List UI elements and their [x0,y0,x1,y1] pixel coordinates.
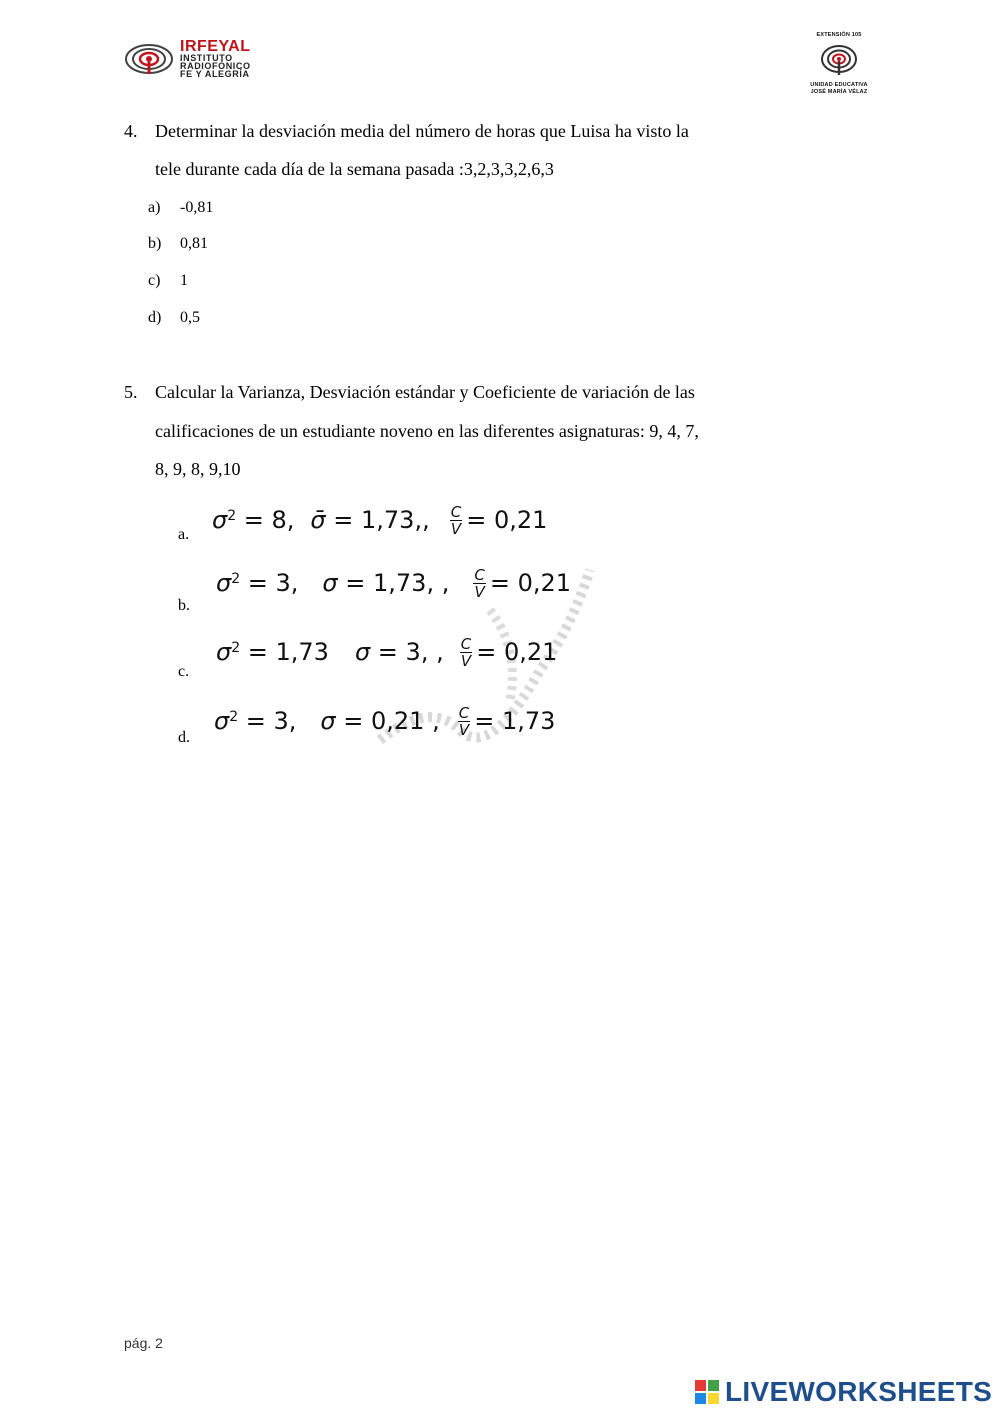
std-value: 3, , [405,638,444,666]
question-text: calificaciones de un estudiante noveno en las diferentes asignaturas: 9, 4, 7, [155,421,699,441]
question-number: 5. [124,382,138,402]
option-letter: c) [148,272,161,289]
option-letter: a) [148,199,161,216]
liveworksheets-icon [695,1380,719,1404]
option-letter: a. [178,526,190,543]
formula-option-c[interactable]: σ $^2$ = 1,73 σ = 3, , $\frac{C}{V}$ = 0,21 [216,634,558,670]
option-value[interactable]: 1 [180,272,188,289]
variance-symbol: σ [216,638,232,666]
cv-fraction: $\frac{C}{V}$ [474,565,485,601]
option-letter: d. [178,729,190,746]
logo-brand: IRFEYAL [180,38,251,55]
question-number: 4. [124,121,138,141]
radio-waves-icon [124,42,174,76]
option-letter: b) [148,235,162,252]
question-text: tele durante cada día de la semana pasada :3,2,3,3,2,6,3 [155,159,554,179]
logo-line: RADIOFÓNICO [180,61,251,71]
variance-value: 1,73 [275,638,329,666]
cv-value: 1,73 [501,707,556,735]
formula-option-a[interactable]: σ $^2$ = 8, σ̄ = 1,73,, $\frac{C}{V}$ = 0,21 [212,502,548,538]
option-letter: b. [178,597,190,614]
liveworksheets-brand: LIVEWORKSHEETS [725,1376,993,1407]
option-value[interactable]: -0,81 [180,199,214,216]
formula-option-d[interactable]: σ $^2$ = 3, σ = 0,21 , $\frac{C}{V}$ = 1,73 [214,703,556,739]
question-text: Calcular la Varianza, Desviación estándar y Coeficiente de variación de las [155,382,695,402]
cv-value: 0,21 [517,569,572,597]
school-logo-top-text: EXTENSIÓN 105 [816,32,862,38]
question-text: 8, 9, 8, 9,10 [155,459,241,479]
variance-symbol: σ [216,569,232,597]
std-symbol: σ [320,707,336,735]
school-logo-line: UNIDAD EDUCATIVA [810,82,868,88]
irfeyal-logo [124,40,304,80]
option-value[interactable]: 0,5 [180,309,200,326]
std-value: 1,73, , [373,569,450,597]
page-number: pág. 2 [124,1335,163,1351]
std-symbol: σ [354,638,371,666]
variance-symbol: σ [212,506,228,534]
std-value: 1,73,, [361,506,430,534]
school-logo-line: JOSÉ MARÍA VÉLAZ [810,89,868,95]
radio-waves-icon [819,41,859,81]
option-letter: c. [178,663,190,680]
cv-fraction: $\frac{C}{V}$ [450,502,462,538]
logo-line: INSTITUTO [180,53,233,63]
variance-value: 3, [273,707,297,735]
std-symbol: σ̄ [310,506,326,534]
cv-fraction: $\frac{C}{V}$ [460,634,472,670]
variance-symbol: σ [214,707,230,735]
option-value[interactable]: 0,81 [180,235,208,252]
variance-value: 8, [271,506,295,534]
std-value: 0,21 , [371,707,440,735]
question-text: Determinar la desviación media del número de horas que Luisa ha visto la [155,121,689,141]
logo-line: FE Y ALEGRÍA [180,69,250,79]
cv-value: 0,21 [503,638,558,666]
formula-option-b[interactable]: σ $^2$ = 3, σ = 1,73, , $\frac{C}{V}$ = 0,21 [216,565,572,601]
option-letter: d) [148,309,162,326]
cv-value: 0,21 [493,506,548,534]
cv-fraction: $\frac{C}{V}$ [458,703,470,739]
std-symbol: σ [322,569,338,597]
liveworksheets-logo[interactable] [695,1375,992,1409]
school-logo [800,32,878,98]
variance-value: 3, [275,569,299,597]
